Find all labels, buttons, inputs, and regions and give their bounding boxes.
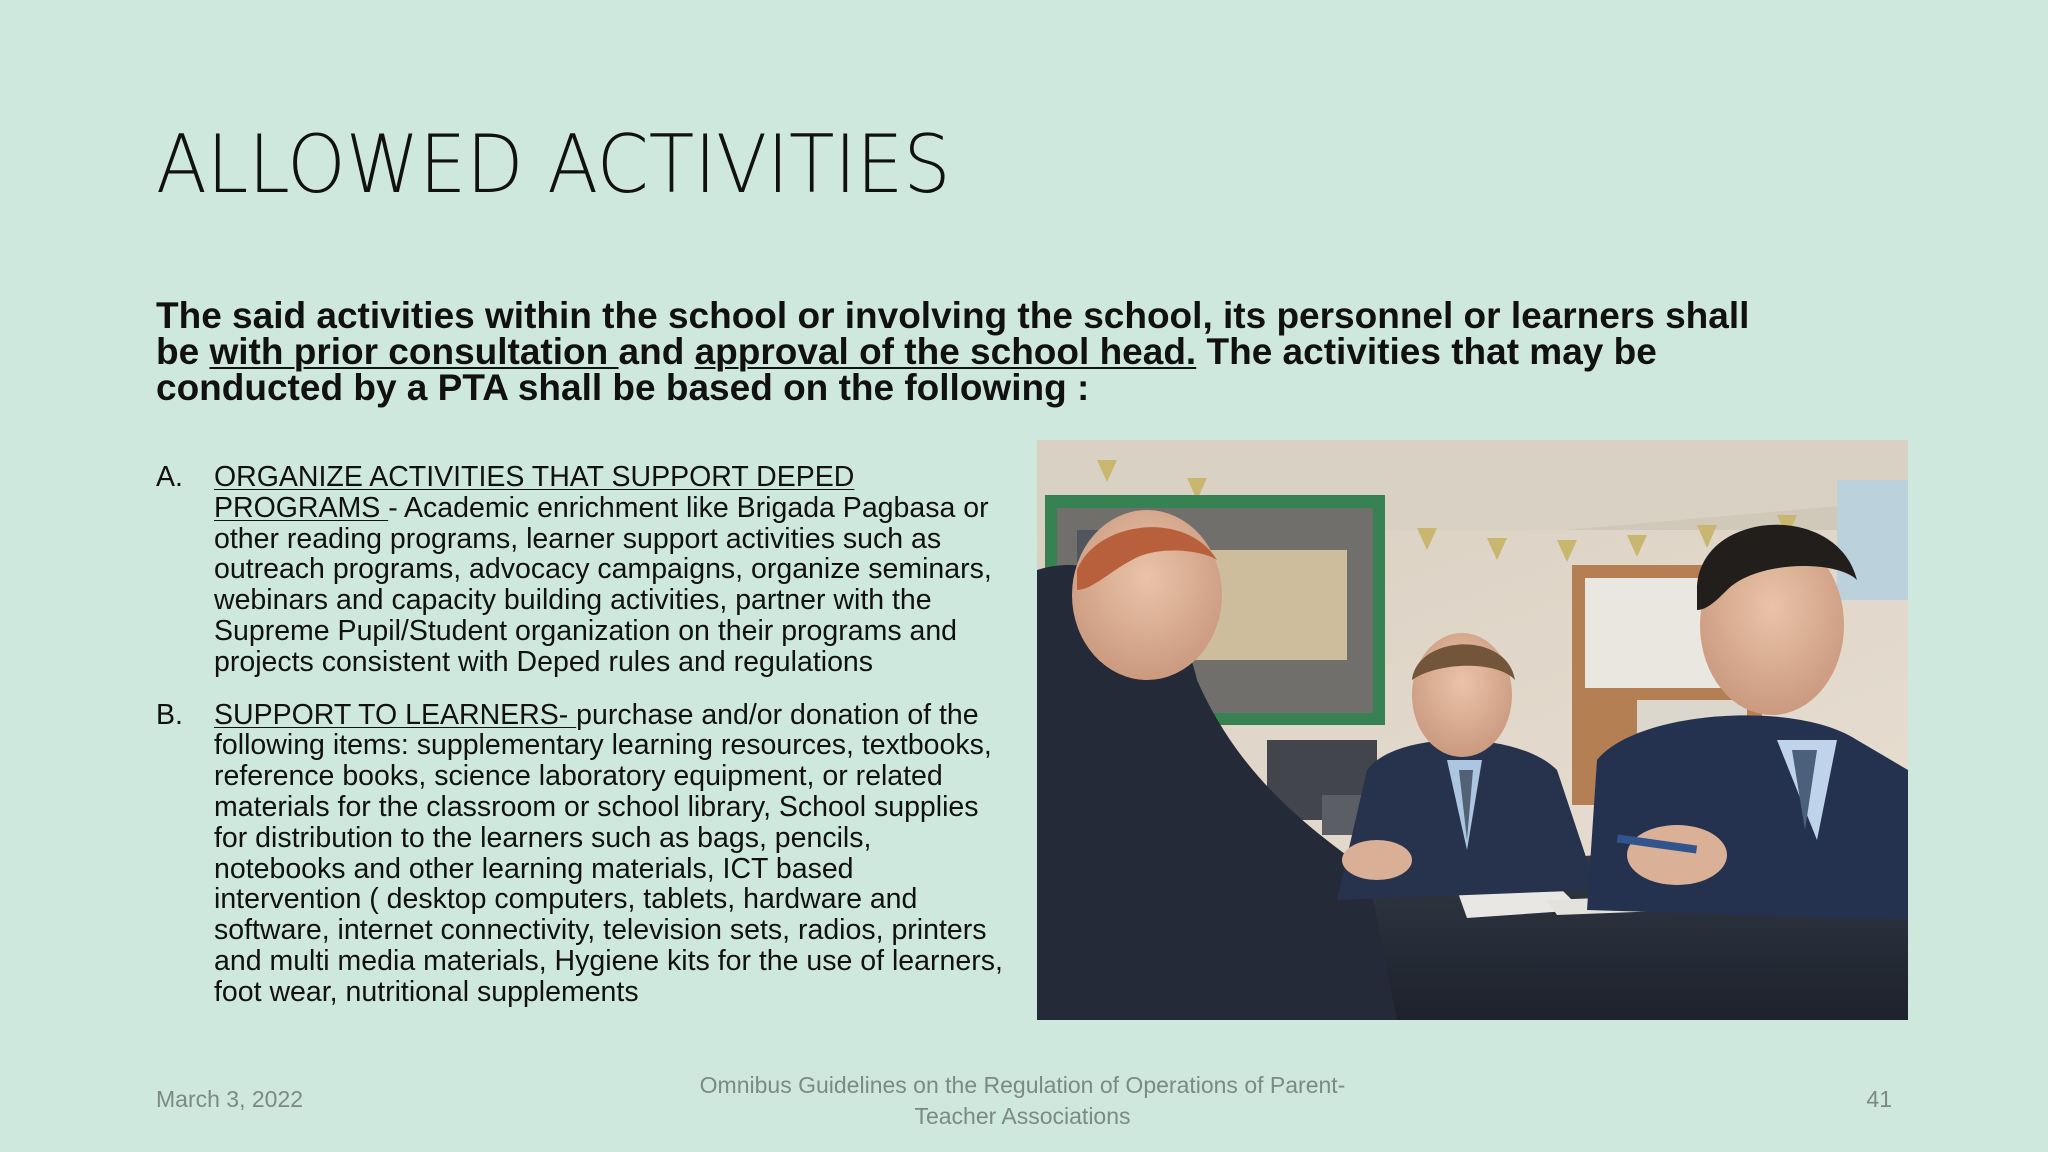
intro-text-2: and [618,331,695,372]
list-item-body: purchase and/or donation of the following items: supplementary learning resources, textbooks, reference books, science laboratory equipment, or related materials for the classroom or school library, School supplies for distribution to the learners such as bags, pencils, notebooks and other learning materials, ICT based intervention ( desktop computers, tablets, hardware and software, internet connectivity, television sets, radios, printers and multi media materials, Hygiene kits for the use of learners, foot wear, nutritional supplements [214,698,1003,1008]
footer-date: March 3, 2022 [156,1086,304,1112]
list-item [156,462,1006,678]
list-item-heading: SUPPORT TO LEARNERS- [214,698,577,731]
classroom-photo [1037,440,1908,1020]
list-item-heading: ORGANIZE ACTIVITIES THAT SUPPORT DEPED PROGRAMS [214,461,855,524]
list-marker: B. [156,698,183,731]
intro-paragraph [156,295,1776,408]
intro-underlined-approval: approval of the school head. [694,331,1197,372]
list-marker: A. [156,461,183,493]
slide-title: ALLOWED ACTIVITIES [156,118,951,211]
activity-list [156,462,1006,1030]
list-item [156,700,1006,1008]
intro-text-1: The said activities within the school or involving the school, its personnel or learners shall be [156,295,1750,372]
intro-underlined-consultation: with prior consultation [209,331,619,372]
footer-page-number: 41 [1866,1086,1892,1112]
intro-text-3: The activities that may be conducted by a PTA shall be based on the following : [156,331,1657,408]
footer-document-title: Omnibus Guidelines on the Regulation of Operations of Parent-Teacher Associations [699,1072,1346,1129]
list-item-body: - Academic enrichment like Brigada Pagbasa or other reading programs, learner support activities such as outreach programs, advocacy campaigns, organize seminars, webinars and capacity building activities, partner with the Supreme Pupil/Student organization on their programs and projects consistent with Deped rules and regulations [214,491,992,678]
